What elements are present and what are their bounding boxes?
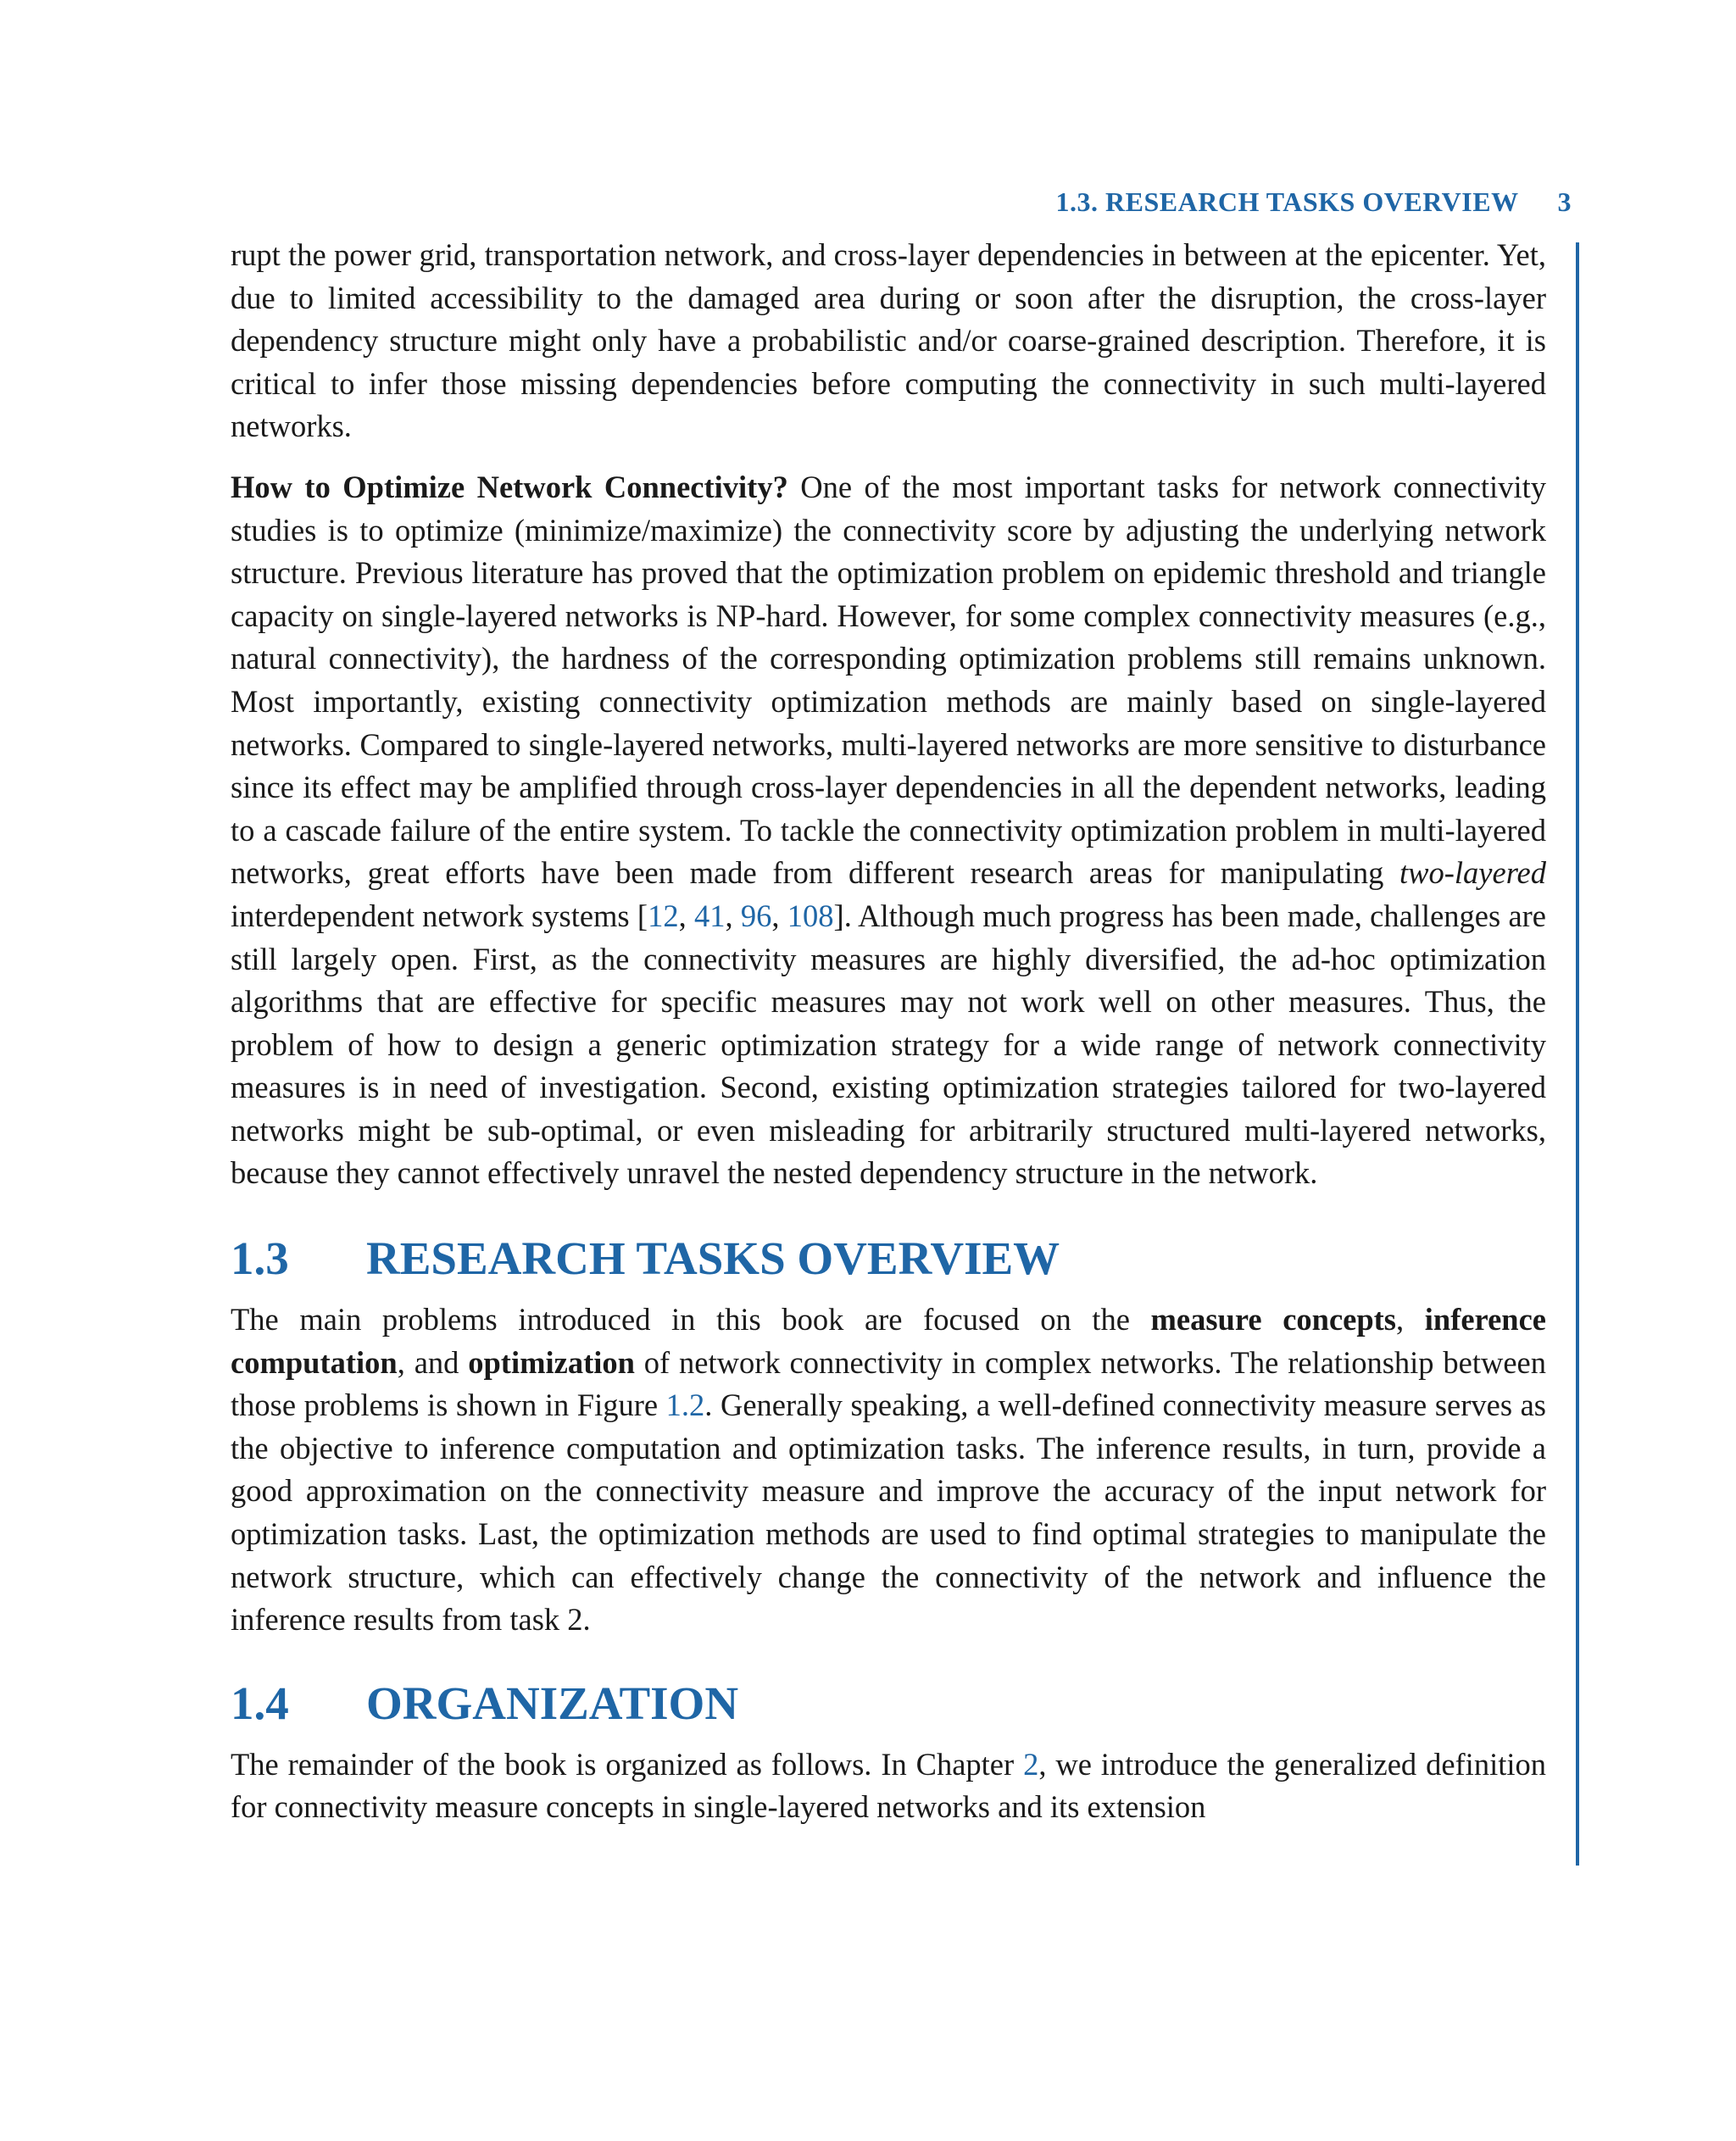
running-title: 1.3. RESEARCH TASKS OVERVIEW xyxy=(1055,186,1518,217)
body-text: , we introduce the generalized definition for connectivity measure concepts in single-layered networks and its extension xyxy=(231,1746,1546,1825)
body-text: . Generally speaking, a well-defined connectivity measure serves as the objective to inference computation and optimization tasks. The inference results, in turn, provide a good approximation on the connectivity measure and improve the accuracy of the input network for optimization tasks. Last, the optimization methods are used to find optimal strategies to manipulate the network structure, which can effectively change the connectivity of the network and influence the inference results from task 2. xyxy=(231,1387,1547,1638)
citation-link[interactable]: 108 xyxy=(787,898,834,933)
running-header xyxy=(0,186,1572,218)
citation-separator: , xyxy=(678,898,694,933)
chapter-link[interactable]: 2 xyxy=(1023,1746,1039,1782)
optimize-text-3: ]. Although much progress has been made, challenges are still largely open. First, as the connectivity measures are highly diversified, the ad-hoc optimization algorithms that are effective for specific measures may not work well on other measures. Thus, the problem of how to design a generic optimization strategy for a wide range of network connectivity measures is in need of investigation. Second, existing optimization strategies tailored for two-layered networks might be sub-optimal, or even misleading for arbitrarily structured multi-layered networks, because they cannot effectively unravel the nested dependency structure in the network. xyxy=(231,898,1547,1191)
citation-link[interactable]: 96 xyxy=(740,898,772,933)
citation-separator: , xyxy=(771,898,787,933)
section-number: 1.4 xyxy=(231,1677,289,1729)
term-optimization: optimization xyxy=(468,1344,635,1380)
optimize-paragraph xyxy=(231,466,1546,1195)
section-number: 1.3 xyxy=(231,1232,289,1285)
term-measure-concepts: measure concepts xyxy=(1150,1302,1397,1337)
body-text: of network connectivity in complex networks. The relationship between those problems is shown in Figure xyxy=(231,1344,1547,1423)
page-number: 3 xyxy=(1557,186,1572,217)
body-text: , and xyxy=(397,1344,469,1380)
citation-link[interactable]: 41 xyxy=(693,898,726,933)
body-text: The main problems introduced in this book are focused on the xyxy=(231,1302,1151,1337)
section-heading-1-3 xyxy=(231,1231,1546,1287)
citation-separator: , xyxy=(725,898,741,933)
research-tasks-paragraph xyxy=(231,1299,1546,1642)
body-text: , xyxy=(1396,1302,1425,1337)
margin-rule xyxy=(1576,242,1579,1866)
intro-paragraph: rupt the power grid, transportation network, and cross-layer dependencies in between at the epicenter. Yet, due to limited accessibility to the damaged area during or soon after the disruption, the cross-layer dependency structure might only have a probabilistic and/or coarse-grained description. Therefore, it is critical to infer those missing dependencies before computing the connectivity in such multi-layered networks. xyxy=(231,237,1546,444)
citation-link[interactable]: 12 xyxy=(648,898,679,933)
figure-link[interactable]: 1.2 xyxy=(665,1387,705,1423)
section-title: RESEARCH TASKS OVERVIEW xyxy=(366,1232,1060,1285)
section-title: ORGANIZATION xyxy=(366,1677,739,1729)
body-text: The remainder of the book is organized as follows. In Chapter xyxy=(231,1746,1024,1782)
two-layered-term: two-layered xyxy=(1399,855,1546,891)
page-body xyxy=(231,234,1546,1829)
optimize-text-2: interdependent network systems [ xyxy=(231,898,648,933)
organization-paragraph xyxy=(231,1743,1546,1829)
term-inference-computation: inference computation xyxy=(231,1302,1546,1380)
optimize-text-1: One of the most important tasks for network connectivity studies is to optimize (minimize/maximize) the connectivity score by adjusting the underlying network structure. Previous literature has proved that the optimization problem on epidemic threshold and triangle capacity on single-layered networks is NP-hard. However, for some complex connectivity measures (e.g., natural connectivity), the hardness of the corresponding optimization problems still remains unknown. Most importantly, existing connectivity optimization methods are mainly based on single-layered networks. Compared to single-layered networks, multi-layered networks are more sensitive to disturbance since its effect may be amplified through cross-layer dependencies in all the dependent networks, leading to a cascade failure of the entire system. To tackle the connectivity optimization problem in multi-layered networks, great efforts have been made from different research areas for manipulating xyxy=(231,469,1546,891)
section-heading-1-4 xyxy=(231,1676,1546,1732)
optimize-heading: How to Optimize Network Connectivity? xyxy=(231,469,788,504)
